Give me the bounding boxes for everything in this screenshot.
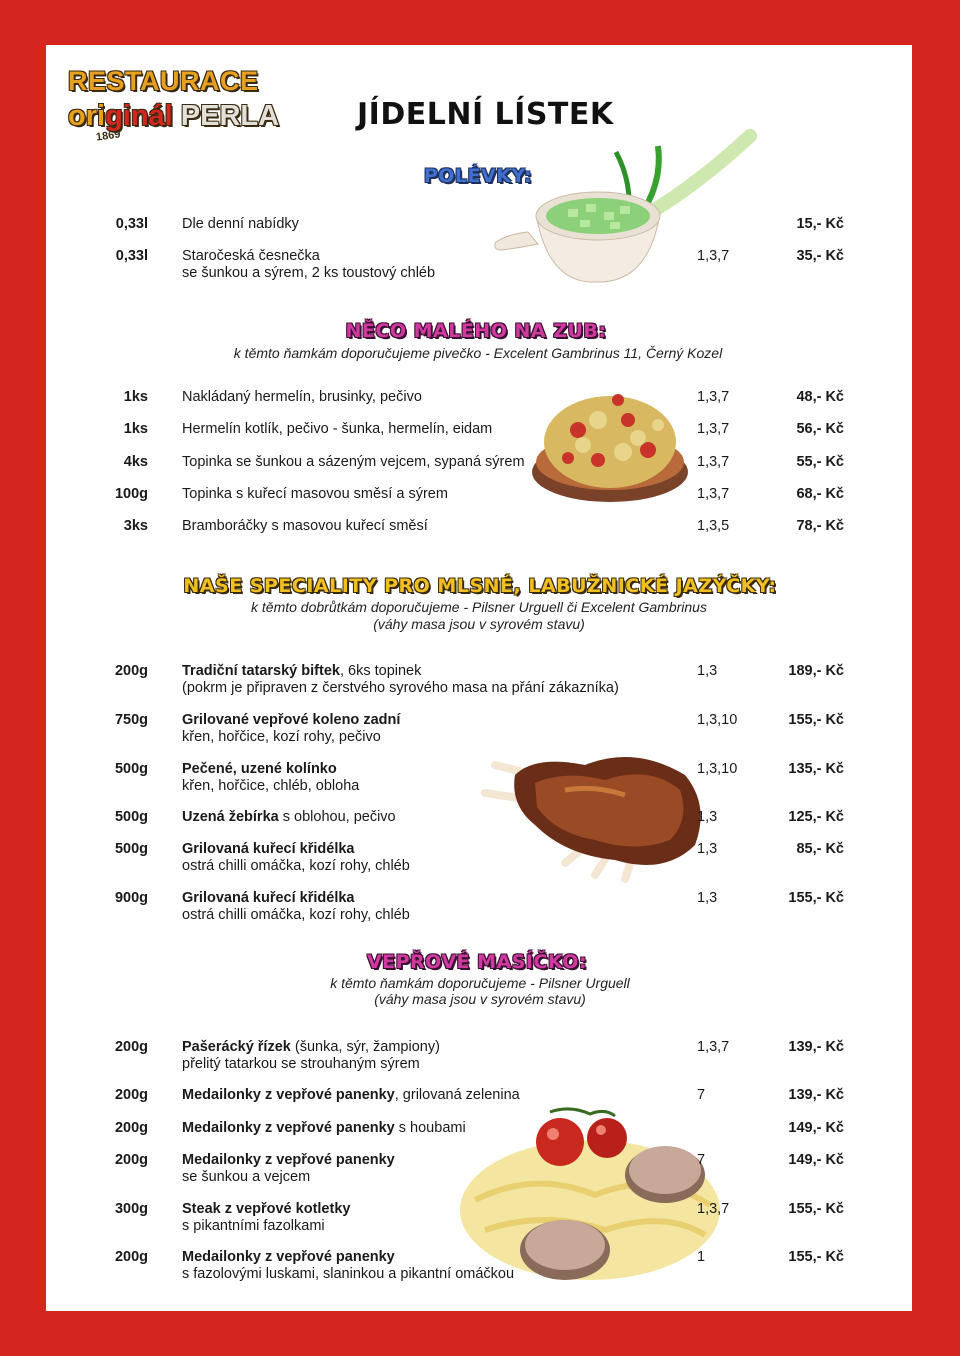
logo-line2: originál PERLA [68, 100, 280, 132]
section-title-pork: VEPŘOVÉ MASÍČKO: [366, 951, 588, 973]
section-title-soups: POLÉVKY: [423, 165, 533, 187]
section-note-weights: (váhy masa jsou v syrovém stavu) [373, 616, 585, 632]
section-note-pork-weights: (váhy masa jsou v syrovém stavu) [374, 991, 586, 1007]
restaurant-logo [66, 66, 280, 144]
page-title: JÍDELNÍ LÍSTEK [357, 97, 614, 132]
section-title-specials: NAŠE SPECIALITY PRO MLSNÉ, LABUŽNICKÉ JAZÝČKY: [183, 575, 777, 597]
logo-year: 1869 [95, 128, 122, 144]
section-note-specials: k těmto dobrůtkám doporučujeme - Pilsner Urguell či Excelent Gambrinus [251, 599, 707, 615]
section-note-snacks: k těmto ňamkám doporučujeme pivečko - Excelent Gambrinus 11, Černý Kozel [233, 345, 723, 361]
section-note-pork: k těmto ňamkám doporučujeme - Pilsner Urguell [330, 975, 630, 991]
section-title-snacks: NĚCO MALÉHO NA ZUB: [345, 320, 607, 342]
logo-line1: RESTAURACE [68, 66, 259, 96]
